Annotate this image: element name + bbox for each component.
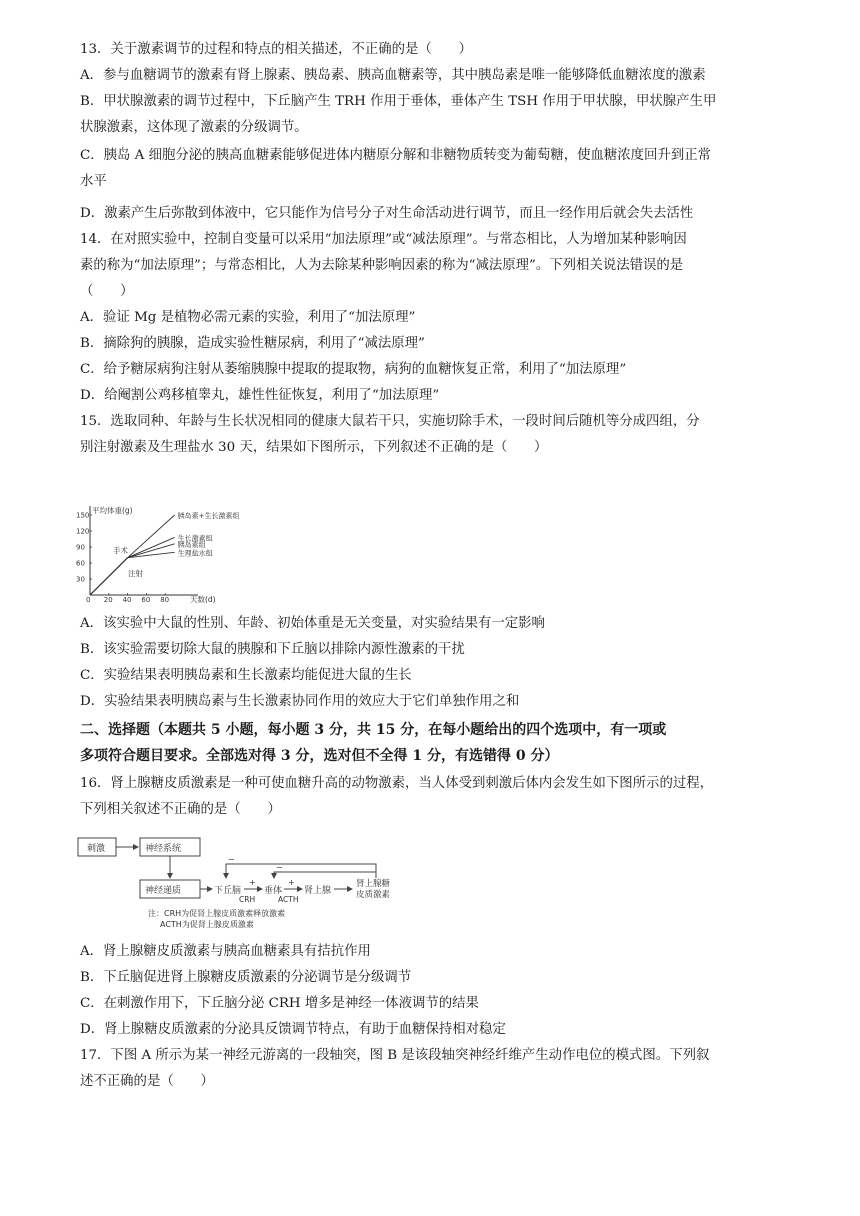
q13-stem: 13．关于激素调节的过程和特点的相关描述，不正确的是（ ） [80,42,472,57]
section-2-heading: 二、选择题（本题共 5 小题，每小题 3 分，共 15 分，在每小题给出的四个选项中，有一项或 [80,722,667,738]
plus-sign-1: + [249,878,256,887]
q13-option-d: D．激素产生后弥散到体液中，它只能作为信号分子对生命活动进行调节，而且一经作用后就会失去活性 [80,206,694,221]
y-axis-label: 平均体重(g) [92,506,133,515]
q15-stem-cont: 别注射激素及生理盐水 30 天，结果如下图所示，下列叙述不正确的是（ ） [80,440,548,455]
q14-option-a: A．验证 Mg 是植物必需元素的实验，利用了“加法原理” [80,310,416,325]
x-tick-label-20: 20 [103,596,113,604]
y-tick-label-60: 60 [76,559,85,568]
y-tick-label-90: 90 [76,543,85,552]
q13-option-c-cont: 水平 [80,174,107,189]
q14-stem-paren: （ ） [80,284,134,299]
minus-sign-1: − [228,855,235,864]
x-tick-label-60: 60 [141,596,151,604]
annotation-injection: 注射 [128,569,143,578]
stimulus-label: 刺激 [87,844,106,854]
series-label-2: 胰岛素组 [177,540,206,549]
q13-option-b-cont: 状腺激素，这体现了激素的分级调节。 [80,120,308,135]
q14-stem-cont: 素的称为“加法原理”；与常态相比，人为去除某种影响因素的称为“减法原理”。下列相关说法错误的是 [80,258,684,273]
q17-stem: 17．下图 A 所示为某一神经元游离的一段轴突，图 B 是该段轴突神经纤维产生动作电位的模式图。下列叙 [80,1048,710,1063]
x-tick-label-80: 80 [160,596,170,604]
origin-label: 0 [86,596,91,604]
q16-option-d: D．肾上腺糖皮质激素的分泌具反馈调节特点，有助于血糖保持相对稳定 [80,1022,506,1037]
series-line-1 [90,537,175,595]
q14-stem: 14．在对照实验中，控制自变量可以采用“加法原理”或“减法原理”。与常态相比，人为增加某种影响因 [80,232,687,247]
plus-sign-2: + [288,878,295,887]
series-label-1: 生长激素组 [177,534,213,543]
annotation-surgery: 手术 [113,546,128,555]
hormone-regulation-diagram [76,834,416,934]
q14-option-c: C．给予糖尿病狗注射从萎缩胰腺中提取的提取物，病狗的血糖恢复正常，利用了“加法原理” [80,362,627,377]
section-2-heading-cont: 多项符合题目要求。全部选对得 3 分，选对但不全得 1 分，有选错得 0 分） [80,748,559,764]
weight-chart [76,502,296,606]
feedback-to-hypothalamus [226,864,376,878]
crh-label: CRH [239,895,256,904]
q17-stem-cont: 述不正确的是（ ） [80,1074,214,1089]
y-tick-label-120: 120 [76,527,90,536]
y-tick-label-30: 30 [76,575,85,584]
q13-option-a: A．参与血糖调节的激素有肾上腺素、胰岛素、胰高血糖素等，其中胰岛素是唯一能够降低血糖浓度的激素 [80,68,706,83]
acth-label: ACTH [278,895,299,904]
glucocorticoid-label-1: 肾上腺糖 [356,879,391,889]
q16-option-c: C．在刺激作用下，下丘脑分泌 CRH 增多是神经一体液调节的结果 [80,996,479,1011]
q15-stem: 15．选取同种、年龄与生长状况相同的健康大鼠若干只，实施切除手术，一段时间后随机等分成四组，分 [80,414,700,429]
q14-option-d: D．给阉割公鸡移植睾丸，雄性性征恢复，利用了“加法原理” [80,388,440,403]
series-label-0: 胰岛素+生长激素组 [177,512,240,520]
q16-option-a: A．肾上腺糖皮质激素与胰高血糖素具有拮抗作用 [80,944,371,959]
series-label-3: 生理盐水组 [177,549,213,558]
q16-stem-cont: 下列相关叙述不正确的是（ ） [80,802,281,817]
q15-option-d: D．实验结果表明胰岛素与生长激素协同作用的效应大于它们单独作用之和 [80,694,520,709]
x-tick-label-40: 40 [122,596,132,604]
transmitter-label: 神经递质 [145,886,182,896]
q15-option-a: A．该实验中大鼠的性别、年龄、初始体重是无关变量，对实验结果有一定影响 [80,616,545,631]
y-tick-label-150: 150 [76,511,90,520]
pituitary-label: 垂体 [264,886,283,896]
q15-option-c: C．实验结果表明胰岛素和生长激素均能促进大鼠的生长 [80,668,412,683]
diagram-note-1: 注：CRH为促肾上腺皮质激素释放激素 [148,909,286,918]
q14-option-b: B．摘除狗的胰腺，造成实验性糖尿病，利用了“减法原理” [80,336,425,351]
minus-sign-2: − [276,863,283,872]
q13-option-b: B．甲状腺激素的调节过程中，下丘脑产生 TRH 作用于垂体，垂体产生 TSH 作用于甲状腺，甲状腺产生甲 [80,94,717,109]
x-axis-label: 天数(d) [190,595,216,604]
hypothalamus-label: 下丘脑 [214,886,242,896]
adrenal-label: 肾上腺 [304,886,332,896]
q15-option-b: B．该实验需要切除大鼠的胰腺和下丘脑以排除内源性激素的干扰 [80,642,465,657]
q16-option-b: B．下丘脑促进肾上腺糖皮质激素的分泌调节是分级调节 [80,970,412,985]
diagram-note-2: ACTH为促肾上腺皮质激素 [160,920,254,929]
glucocorticoid-label-2: 皮质激素 [356,890,391,900]
q16-stem: 16．肾上腺糖皮质激素是一种可使血糖升高的动物激素，当人体受到刺激后体内会发生如下图所示的过程， [80,776,714,791]
nervous-system-label: 神经系统 [145,844,182,854]
q13-option-c: C．胰岛 A 细胞分泌的胰高血糖素能够促进体内糖原分解和非糖物质转变为葡萄糖，使血糖浓度回升到正常 [80,148,712,163]
